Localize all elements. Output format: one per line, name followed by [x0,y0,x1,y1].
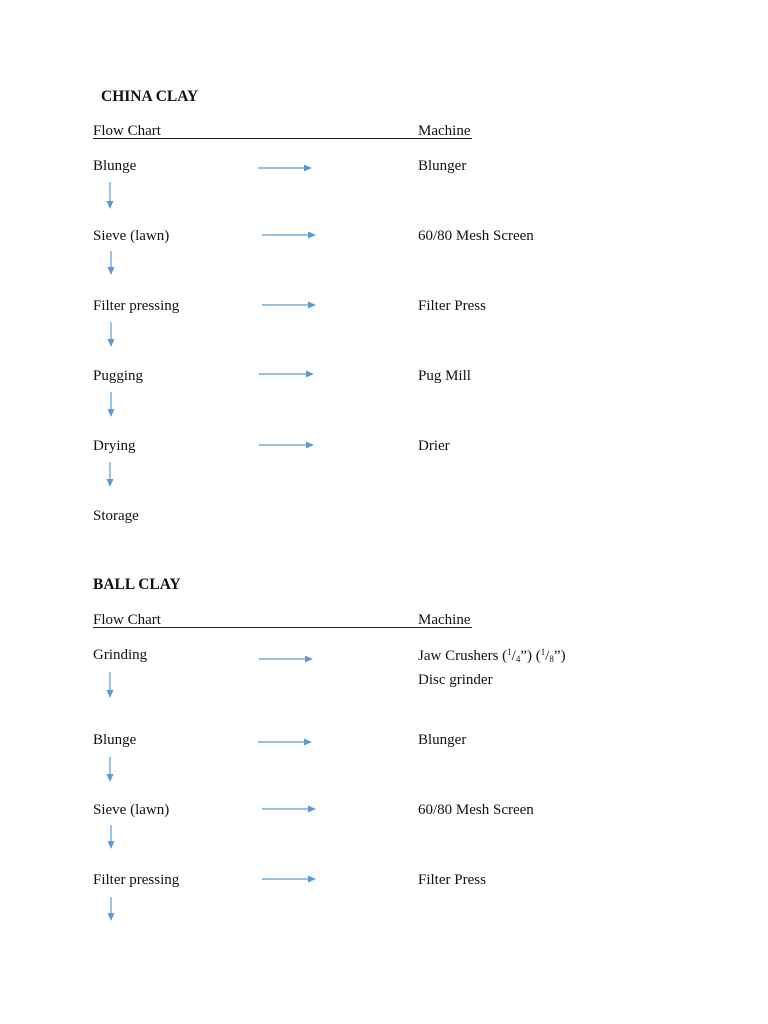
ball-clay-machine-disc-grinder: Disc grinder [418,672,493,688]
arrow-right-icon [259,656,313,663]
ball-clay-machine-jaw-crushers: Jaw Crushers $(^1/_4”)$ $(^1/_8”)$ [418,647,566,664]
jaw-crushers-text: Jaw Crushers ( [418,648,508,664]
ball-clay-machine-filter-press: Filter Press [418,872,486,888]
arrow-down-icon [107,182,114,209]
china-clay-header-flow-chart: Flow Chart [93,123,161,139]
china-clay-step-pugging: Pugging [93,368,144,384]
arrow-down-icon [108,392,115,417]
ball-clay-header-flow-chart: Flow Chart [93,612,161,628]
china-clay-machine-drier: Drier [418,438,450,454]
ball-clay-step-blunge: Blunge [93,732,137,748]
china-clay-step-sieve: Sieve (lawn) [93,228,170,244]
arrow-right-icon [262,232,316,239]
china-clay-machine-filter-press: Filter Press [418,298,486,314]
arrow-right-icon [262,876,316,883]
china-clay-machine-blunger: Blunger [418,158,467,174]
arrow-down-icon [107,462,114,487]
jaw-crushers-mid: ”) ( [520,648,541,664]
china-clay-step-storage: Storage [93,508,139,524]
china-clay-header-machine: Machine [418,123,471,139]
ball-clay-step-filter-pressing: Filter pressing [93,872,180,888]
china-clay-step-blunge: Blunge [93,158,137,174]
ball-clay-header-machine: Machine [418,612,471,628]
arrow-down-icon [108,825,115,849]
ball-clay-machine-blunger: Blunger [418,732,467,748]
china-clay-title: CHINA CLAY [101,88,199,105]
arrow-down-icon [107,757,114,782]
ball-clay-step-grinding: Grinding [93,647,148,663]
china-clay-machine-mesh-screen: 60/80 Mesh Screen [418,228,534,244]
arrow-right-icon [259,371,314,378]
china-clay-step-filter-pressing: Filter pressing [93,298,180,314]
arrow-right-icon [258,165,312,172]
ball-clay-step-sieve: Sieve (lawn) [93,802,170,818]
frac1-numerator: 1 [507,647,512,657]
arrow-down-icon [108,322,115,347]
frac2-numerator: 1 [540,647,546,657]
arrow-down-icon [108,897,115,921]
frac2-denominator: 8 [549,654,554,664]
arrow-right-icon [262,806,316,813]
jaw-crushers-end: ”) [553,648,566,664]
arrow-right-icon [262,302,316,309]
arrow-down-icon [108,251,115,275]
ball-clay-machine-mesh-screen: 60/80 Mesh Screen [418,802,534,818]
ball-clay-title: BALL CLAY [93,576,181,593]
china-clay-machine-pug-mill: Pug Mill [418,368,471,384]
frac1-denominator: 4 [515,654,521,664]
arrow-right-icon [259,442,314,449]
arrow-right-icon [258,739,312,746]
china-clay-step-drying: Drying [93,438,136,454]
arrow-down-icon [107,672,114,698]
